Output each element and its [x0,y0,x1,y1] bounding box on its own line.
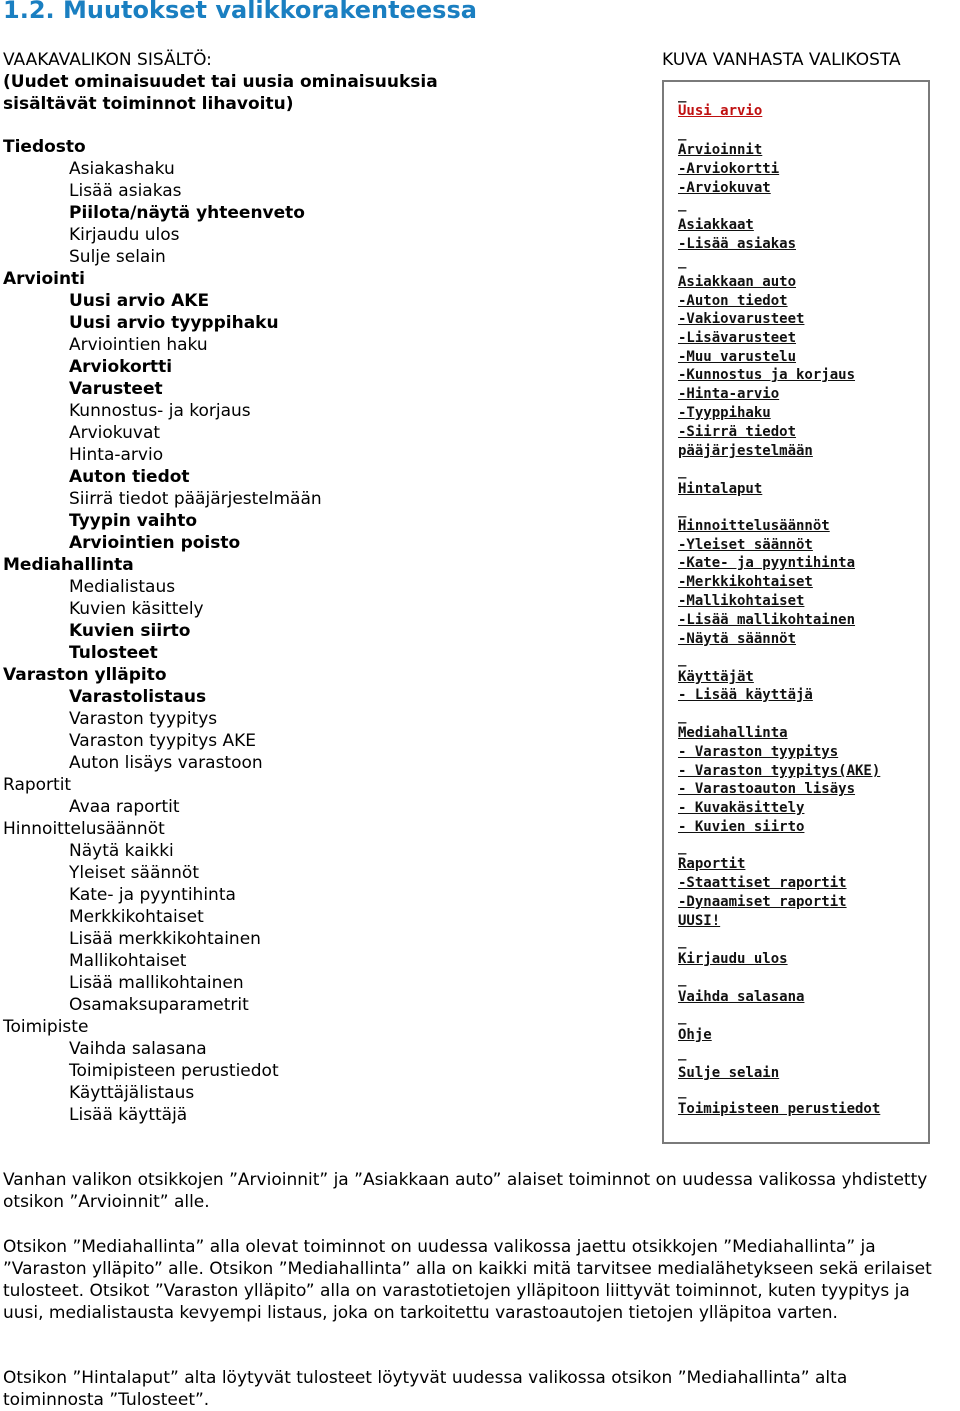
menu-item: Yleiset säännöt [69,863,199,883]
menu-item: Siirrä tiedot pääjärjestelmään [69,489,322,509]
old-menu-link: -Tyyppihaku [678,405,771,421]
menu-item: Hinta-arvio [69,445,164,465]
menu-item: Tulosteet [69,643,158,663]
old-menu-separator: _ [678,1009,687,1025]
old-menu-link: -Kate- ja pyyntihinta [678,555,856,571]
old-menu-separator: _ [678,971,687,987]
menu-item: Toimipisteen perustiedot [69,1061,279,1081]
old-menu-link: - Varastoauton lisäys [678,781,856,797]
old-menu-separator: _ [678,933,687,949]
menu-item: Tyypin vaihto [69,511,198,531]
menu-heading: Hinnoittelusäännöt [3,819,165,839]
paragraph-2: Otsikon ”Mediahallinta” alla olevat toiminnot on uudessa valikossa jaettu otsikkojen ”Mediahallinta” ja ”Varaston ylläpito” alle. Otsikon ”Mediahallinta” alla on kaikki mitä tarvitsee medialähetykseen sekä erilaiset tulosteet. Otsikot ”Varaston ylläpito” alla on varastotietojen ylläpitoon liittyvät toiminnot, kuten tyypitys ja uusi, medialistausta kevyempi listaus, joka on tarkoitettu varastoautojen tietojen ylläpitoa varten. [3,1237,932,1323]
menu-item: Arviointien poisto [69,533,241,553]
old-menu-link: - Lisää käyttäjä [678,687,813,703]
menu-item: Osamaksuparametrit [69,995,249,1015]
old-menu-link: - Kuvakäsittely [678,800,805,816]
old-menu-link: -Hinta-arvio [678,386,780,402]
old-menu-link: -Vakiovarusteet [678,311,805,327]
menu-item: Käyttäjälistaus [69,1083,195,1103]
menu-item: Sulje selain [69,247,166,267]
old-menu-separator: _ [678,502,687,518]
menu-item: Kunnostus- ja korjaus [69,401,251,421]
old-menu-separator: _ [678,1083,687,1099]
menu-heading: Arviointi [3,269,86,289]
menu-heading: Toimipiste [3,1017,89,1037]
old-menu-separator: _ [678,463,687,479]
old-menu-link: - Kuvien siirto [678,819,805,835]
old-menu-separator: _ [678,87,687,103]
intro-note: (Uudet ominaisuudet tai uusia ominaisuuksia sisältävät toiminnot lihavoitu) [3,72,438,114]
menu-item: Kuvien siirto [69,621,191,641]
old-menu-caption: KUVA VANHASTA VALIKOSTA [662,50,901,70]
menu-item: Varastolistaus [69,687,207,707]
menu-item: Medialistaus [69,577,176,597]
menu-item: Lisää merkkikohtainen [69,929,261,949]
old-menu-separator: _ [678,253,687,269]
menu-item: Auton tiedot [69,467,190,487]
menu-item: Uusi arvio tyyppihaku [69,313,279,333]
paragraph-3: Otsikon ”Hintalaput” alta löytyvät tulosteet löytyvät uudessa valikossa otsikon ”Mediahallinta” alta toiminnosta ”Tulosteet”. [3,1368,848,1410]
paragraph-1: Vanhan valikon otsikkojen ”Arvioinnit” ja ”Asiakkaan auto” alaiset toiminnot on uudessa valikossa yhdistetty otsikon ”Arvioinnit” alle. [3,1170,928,1212]
old-menu-link: Vaihda salasana [678,989,805,1005]
old-menu-link: Kirjaudu ulos [678,951,788,967]
old-menu-link: -Muu varustelu [678,349,797,365]
old-menu-link: - Varaston tyypitys [678,744,839,760]
menu-item: Vaihda salasana [69,1039,207,1059]
menu-item: Lisää asiakas [69,181,182,201]
old-menu-link: Hintalaput [678,481,763,497]
menu-item: Arviokuvat [69,423,161,443]
old-menu-link: - Varaston tyypitys(AKE) [678,763,881,779]
old-menu-link: -Kunnostus ja korjaus [678,367,856,383]
old-menu-link: Arvioinnit [678,142,763,158]
old-menu-separator: _ [678,125,687,141]
old-menu-screenshot [662,80,930,1144]
menu-item: Lisää mallikohtainen [69,973,244,993]
old-menu-separator: _ [678,1045,687,1061]
old-menu-link: -Staattiset raportit [678,875,847,891]
old-menu-separator: _ [678,651,687,667]
old-menu-link: -Auton tiedot [678,293,788,309]
menu-item: Avaa raportit [69,797,180,817]
old-menu-link: -Näytä säännöt [678,631,797,647]
old-menu-link: Mediahallinta [678,725,788,741]
old-menu-separator: _ [678,708,687,724]
old-menu-link: -Merkkikohtaiset [678,574,813,590]
old-menu-link: Asiakkaat [678,217,754,233]
old-menu-link: Raportit [678,856,746,872]
old-menu-link: UUSI! [678,913,721,929]
menu-heading: Raportit [3,775,72,795]
old-menu-link: Toimipisteen perustiedot [678,1101,881,1117]
menu-item: Kirjaudu ulos [69,225,180,245]
menu-item: Auton lisäys varastoon [69,753,263,773]
old-menu-link: Hinnoittelusäännöt [678,518,830,534]
intro-text [3,49,523,115]
old-menu-link: Asiakkaan auto [678,274,797,290]
menu-item: Kuvien käsittely [69,599,204,619]
old-menu-link: -Lisävarusteet [678,330,797,346]
menu-item: Arviokortti [69,357,173,377]
menu-item: Mallikohtaiset [69,951,187,971]
menu-item: Lisää käyttäjä [69,1105,188,1125]
menu-item: Varusteet [69,379,163,399]
menu-heading: Varaston ylläpito [3,665,167,685]
old-menu-link: -Yleiset säännöt [678,537,813,553]
old-menu-link: -Lisää asiakas [678,236,797,252]
old-menu-link: -Dynaamiset raportit [678,894,847,910]
menu-item: Varaston tyypitys AKE [69,731,257,751]
menu-item: Kate- ja pyyntihinta [69,885,236,905]
old-menu-link: pääjärjestelmään [678,443,813,459]
old-menu-link: -Mallikohtaiset [678,593,805,609]
menu-item: Merkkikohtaiset [69,907,204,927]
menu-heading: Mediahallinta [3,555,134,575]
old-menu-separator: _ [678,839,687,855]
old-menu-separator: _ [678,196,687,212]
menu-item: Uusi arvio AKE [69,291,210,311]
menu-item: Näytä kaikki [69,841,174,861]
menu-item: Varaston tyypitys [69,709,218,729]
old-menu-link: Ohje [678,1027,712,1043]
old-menu-link: -Arviokortti [678,161,780,177]
page-title: 1.2. Muutokset valikkorakenteessa [3,0,477,24]
intro-heading: VAAKAVALIKON SISÄLTÖ: [3,50,212,70]
menu-item: Piilota/näytä yhteenveto [69,203,305,223]
old-menu-link: Käyttäjät [678,669,754,685]
old-menu-link: -Lisää mallikohtainen [678,612,856,628]
old-menu-link: -Arviokuvat [678,180,771,196]
menu-item: Arviointien haku [69,335,208,355]
old-menu-link: Sulje selain [678,1065,780,1081]
menu-item: Asiakashaku [69,159,175,179]
old-menu-link: -Siirrä tiedot [678,424,797,440]
menu-heading: Tiedosto [3,137,86,157]
old-menu-link: Uusi arvio [678,103,763,119]
new-menu-list [3,136,483,1126]
